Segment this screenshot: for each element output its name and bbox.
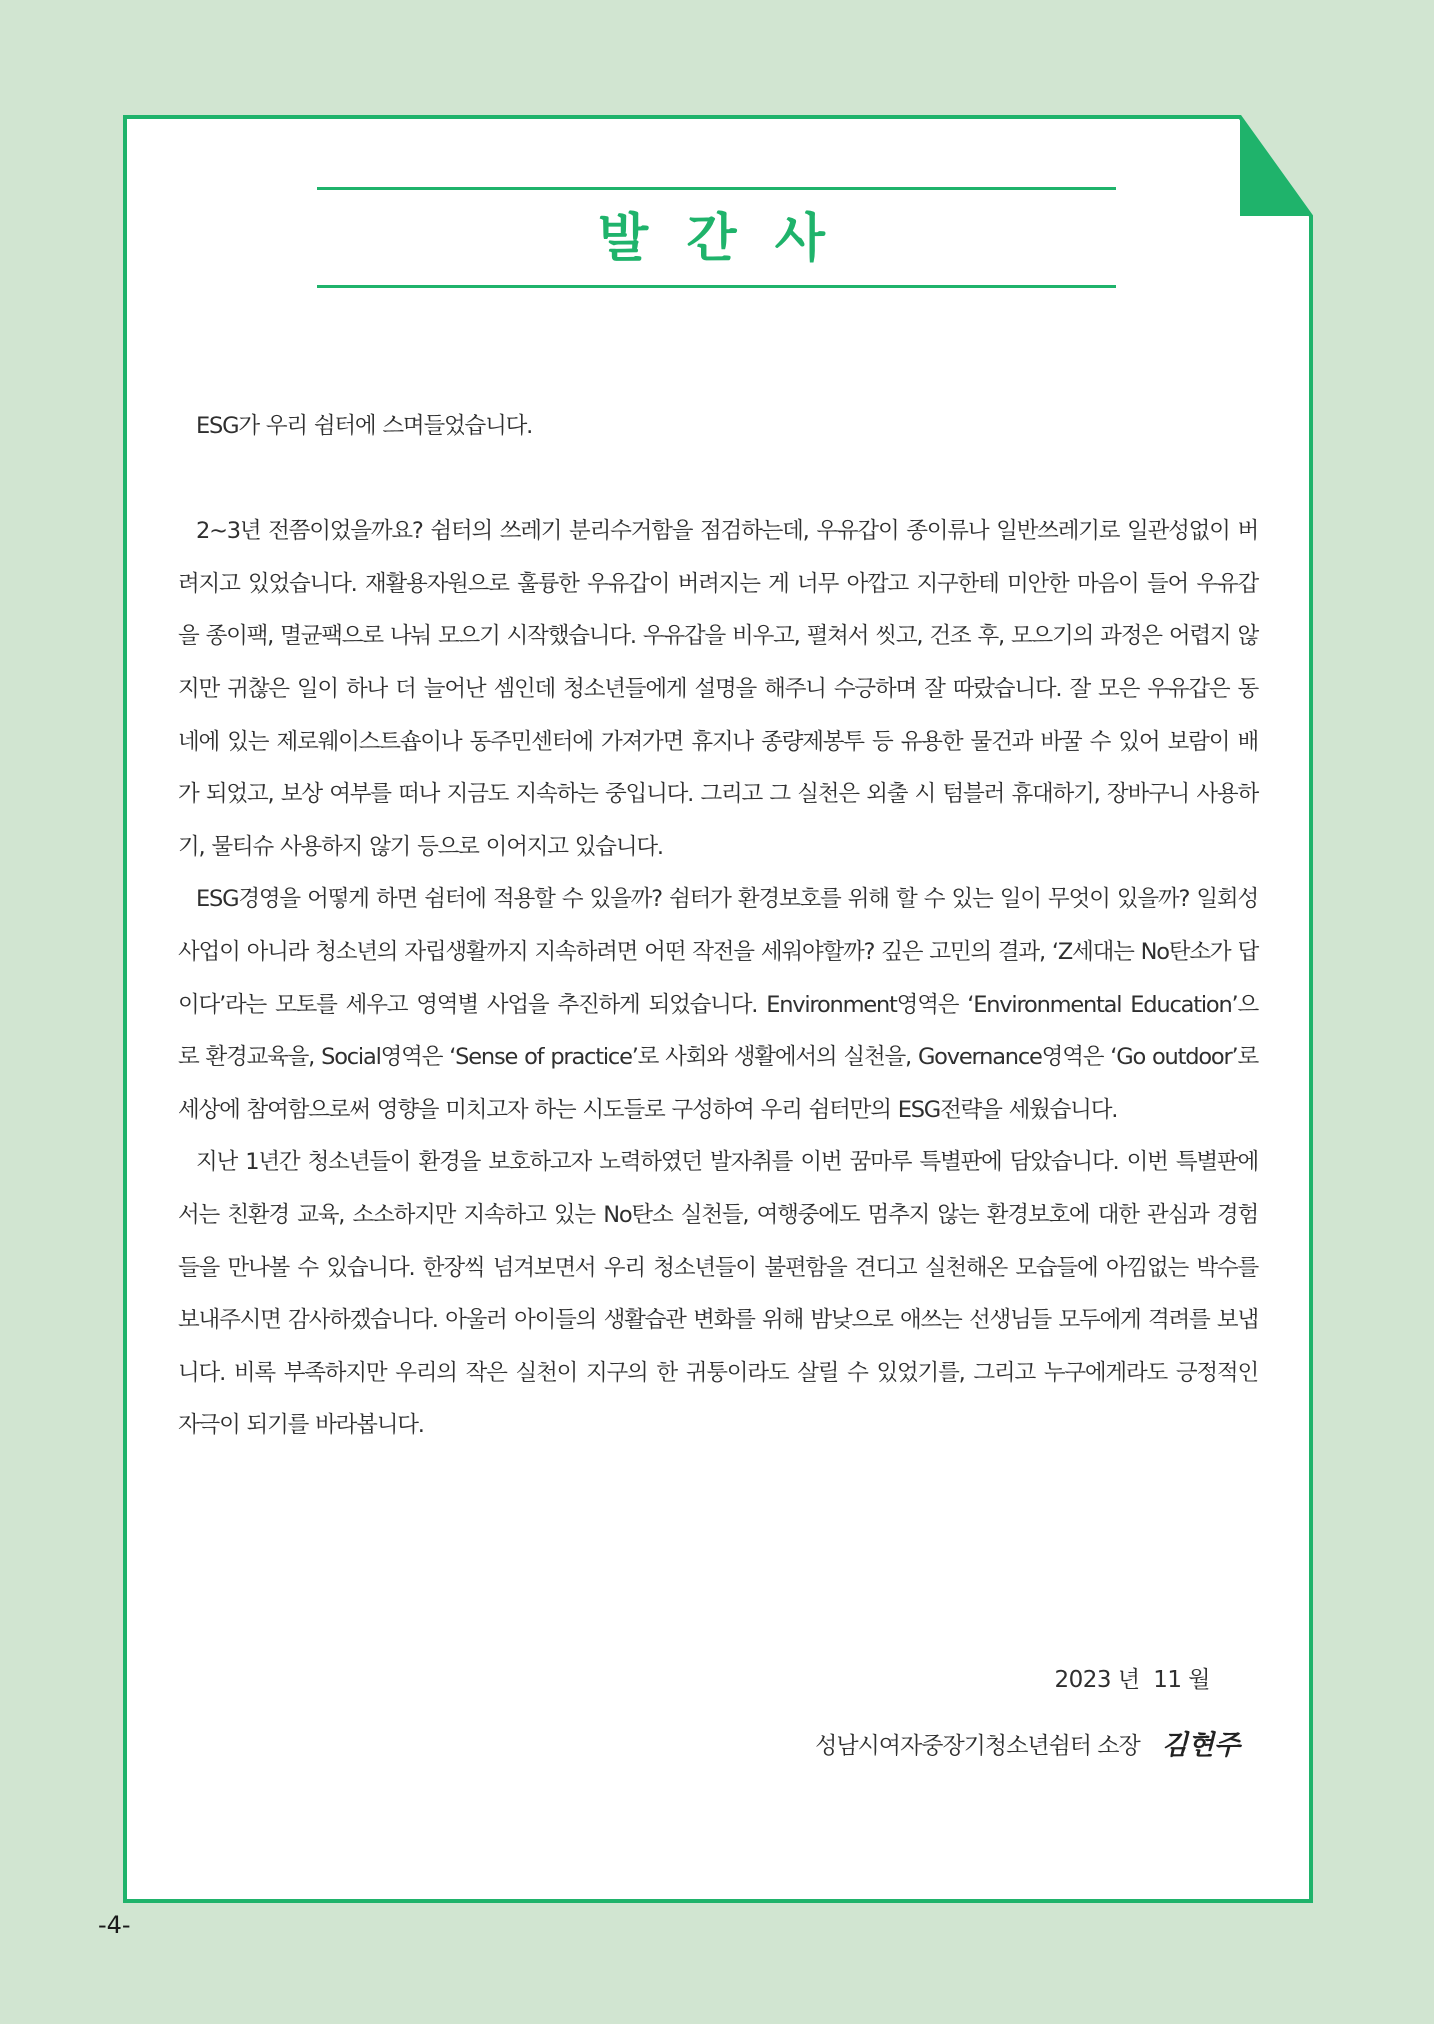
page-number: -4- <box>98 1911 131 1939</box>
publication-date: 2023 년 11 월 <box>1054 1667 1210 1693</box>
foreword-body <box>178 400 1258 1452</box>
title-rule-top <box>317 187 1116 190</box>
paragraph-special-edition: 지난 1년간 청소년들이 환경을 보호하고자 노력하였던 발자취를 이번 꿈마루 특별판에 담았습니다. 이번 특별판에서는 친환경 교육, 소소하지만 지속하고 있는 No탄소 실천들, 여행중에도 멈추지 않는 환경보호에 대한 관심과 경험들을 만나볼 수 있습니다. 한장씩 넘겨보면서 우리 청소년들이 불편함을 견디고 실천해온 모습들에 아낌없는 박수를 보내주시면 감사하겠습니다. 아울러 아이들의 생활습관 변화를 위해 밤낮으로 애쓰는 선생님들 모두에게 격려를 보냅니다. 비록 부족하지만 우리의 작은 실천이 지구의 한 귀퉁이라도 살릴 수 있었기를, 그리고 누구에게라도 긍정적인 자극이 되기를 바라봅니다. <box>178 1149 1258 1439</box>
paragraph-esg-strategy: ESG경영을 어떻게 하면 쉼터에 적용할 수 있을까? 쉼터가 환경보호를 위해 할 수 있는 일이 무엇이 있을까? 일회성 사업이 아니라 청소년의 자립생활까지 지속하려면 어떤 작전을 세워야할까? 깊은 고민의 결과, ‘Z세대는 No탄소가 답이다’라는 모토를 세우고 영역별 사업을 추진하게 되었습니다. Environment영역은 ‘Environmental Education’으로 환경교육을, Social영역은 ‘Sense of practice’로 사회와 생활에서의 실천을, Governance영역은 ‘Go outdoor’로 세상에 참여함으로써 영향을 미치고자 하는 시도들로 구성하여 우리 쉼터만의 ESG전략을 세웠습니다. <box>178 886 1258 1123</box>
signature-line <box>640 1726 1240 1766</box>
handwritten-signature: 김현주 <box>1161 1730 1240 1761</box>
signatory-title: 성남시여자중장기청소년쉼터 소장 <box>815 1733 1140 1759</box>
paragraph-intro: ESG가 우리 쉼터에 스며들었습니다. <box>196 413 533 439</box>
paragraph-milk-cartons: 2~3년 전쯤이었을까요? 쉼터의 쓰레기 분리수거함을 점검하는데, 우유갑이 종이류나 일반쓰레기로 일관성없이 버려지고 있었습니다. 재활용자원으로 훌륭한 우유갑이 버려지는 게 너무 아깝고 지구한테 미안한 마음이 들어 우유갑을 종이팩, 멸균팩으로 나눠 모으기 시작했습니다. 우유갑을 비우고, 펼쳐서 씻고, 건조 후, 모으기의 과정은 어렵지 않지만 귀찮은 일이 하나 더 늘어난 셈인데 청소년들에게 설명을 해주니 수긍하며 잘 따랐습니다. 잘 모은 우유갑은 동네에 있는 제로웨이스트숍이나 동주민센터에 가져가면 휴지나 종량제봉투 등 유용한 물건과 바꿀 수 있어 보람이 배가 되었고, 보상 여부를 떠나 지금도 지속하는 중입니다. 그리고 그 실천은 외출 시 텀블러 휴대하기, 장바구니 사용하기, 물티슈 사용하지 않기 등으로 이어지고 있습니다. <box>178 518 1258 860</box>
page-corner-fold-icon <box>1240 115 1313 216</box>
title-rule-bottom <box>317 285 1116 288</box>
page-title: 발 간 사 <box>598 209 835 269</box>
